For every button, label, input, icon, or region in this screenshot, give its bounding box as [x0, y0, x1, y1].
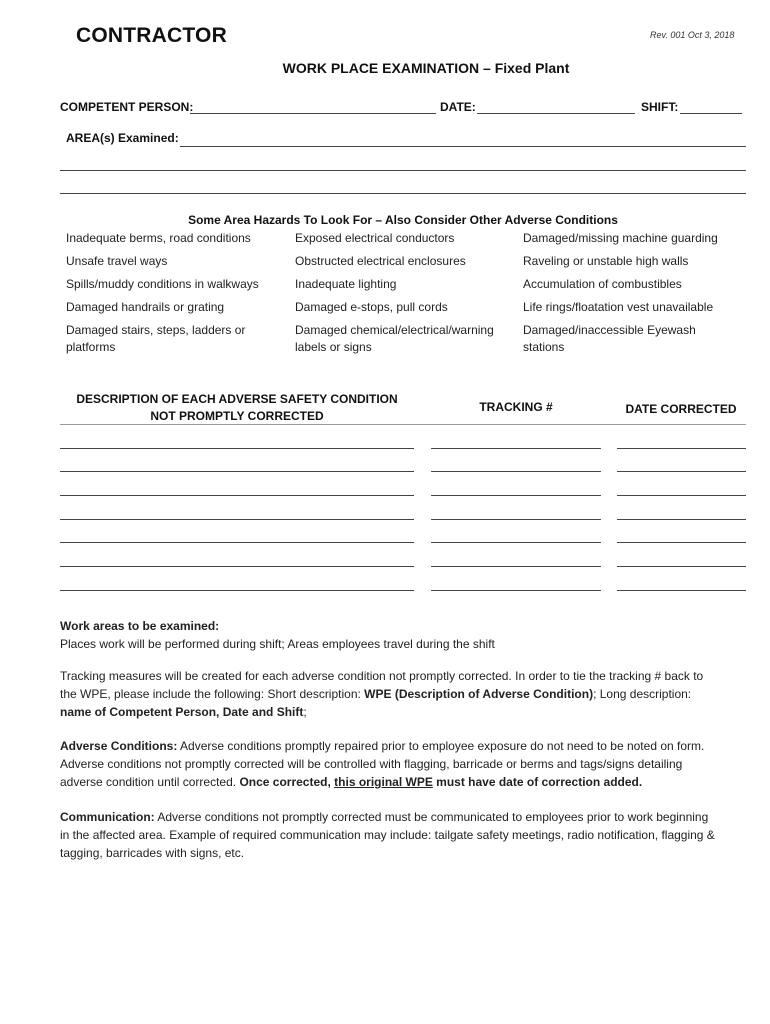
communication-section — [60, 808, 720, 862]
tracking-line[interactable] — [431, 495, 601, 496]
shift-field[interactable] — [680, 113, 742, 114]
hazard-item: Damaged chemical/electrical/warning labels or signs — [295, 323, 494, 354]
description-column-header: DESCRIPTION OF EACH ADVERSE SAFETY CONDITION NOT PROMPTLY CORRECTED — [76, 392, 398, 423]
hazard-item: Damaged/inaccessible Eyewash stations — [523, 323, 696, 354]
hazard-item: Damaged e-stops, pull cords — [295, 300, 448, 314]
work-areas-section — [60, 617, 720, 653]
shift-label: SHIFT: — [641, 100, 679, 114]
hazard-item: Unsafe travel ways — [66, 254, 168, 268]
date-corrected-line[interactable] — [617, 495, 746, 496]
adverse-conditions-section — [60, 737, 720, 791]
areas-label: AREA(s) Examined: — [66, 131, 179, 145]
date-corrected-line[interactable] — [617, 542, 746, 543]
hazard-item: Obstructed electrical enclosures — [295, 254, 466, 268]
date-corrected-line[interactable] — [617, 471, 746, 472]
description-line[interactable] — [60, 448, 414, 449]
adverse-conditions-text: Adverse conditions promptly repaired prior to employee exposure do not need to be noted on form. Adverse conditions not promptly corrected will be controlled with flagging, barricade or berms and tags/signs detailing adverse condition until corrected. — [60, 739, 705, 789]
description-line[interactable] — [60, 590, 414, 591]
hazards-title: Some Area Hazards To Look For – Also Consider Other Adverse Conditions — [188, 213, 618, 227]
areas-field-line-2[interactable] — [60, 170, 746, 171]
hazard-item: Accumulation of combustibles — [523, 277, 682, 291]
hazard-item: Exposed electrical conductors — [295, 231, 455, 245]
hazard-item: Damaged stairs, steps, ladders or platforms — [66, 323, 246, 354]
hazard-item: Inadequate berms, road conditions — [66, 231, 251, 245]
adverse-conditions-emphasis: must have date of correction added. — [432, 775, 643, 789]
hazard-item: Raveling or unstable high walls — [523, 254, 689, 268]
form-title: WORK PLACE EXAMINATION – Fixed Plant — [282, 60, 570, 76]
adverse-conditions-emphasis: Once corrected, — [239, 775, 335, 789]
tracking-line[interactable] — [431, 448, 601, 449]
tracking-text: ; — [303, 705, 307, 719]
work-areas-heading: Work areas to be examined: — [60, 619, 220, 633]
tracking-long-description: name of Competent Person, Date and Shift — [60, 705, 304, 719]
original-wpe-emphasis: this original WPE — [334, 775, 433, 789]
date-corrected-line[interactable] — [617, 448, 746, 449]
competent-person-field[interactable] — [190, 113, 436, 114]
hazard-item: Spills/muddy conditions in walkways — [66, 277, 259, 291]
description-line[interactable] — [60, 542, 414, 543]
table-header-rule — [60, 424, 746, 425]
competent-person-label: COMPETENT PERSON: — [60, 100, 194, 114]
hazard-item: Life rings/floatation vest unavailable — [523, 300, 714, 314]
tracking-text: Tracking measures will be created for each adverse condition not promptly corrected. In order to tie the tracking # back to the WPE, please include the following: Short description: — [60, 669, 704, 701]
date-corrected-column-header: DATE CORRECTED — [625, 402, 737, 416]
tracking-line[interactable] — [431, 519, 601, 520]
date-corrected-line[interactable] — [617, 590, 746, 591]
work-areas-text: Places work will be performed during shift; Areas employees travel during the shift — [60, 637, 495, 651]
tracking-section — [60, 667, 720, 721]
date-field[interactable] — [477, 113, 635, 114]
revision-label: Rev. 001 Oct 3, 2018 — [650, 30, 735, 40]
description-line[interactable] — [60, 566, 414, 567]
hazard-item: Damaged handrails or grating — [66, 300, 225, 314]
adverse-conditions-heading: Adverse Conditions: — [60, 739, 178, 753]
hazard-item: Damaged/missing machine guarding — [523, 231, 718, 245]
description-line[interactable] — [60, 519, 414, 520]
hazard-item: Inadequate lighting — [295, 277, 397, 291]
tracking-column-header: TRACKING # — [479, 400, 553, 414]
tracking-short-description: WPE (Description of Adverse Condition) — [364, 687, 594, 701]
date-corrected-line[interactable] — [617, 566, 746, 567]
date-label: DATE: — [440, 100, 476, 114]
areas-field-line-3[interactable] — [60, 193, 746, 194]
communication-text: Adverse conditions not promptly corrected must be communicated to employees prior to work beginning in the affected area. Example of required communication may include: tailgate safety meetings, radio notification, flagging & tagging, barricades with signs, etc. — [60, 810, 715, 860]
description-line[interactable] — [60, 471, 414, 472]
areas-field-line-1[interactable] — [180, 146, 746, 147]
tracking-text: ; Long description: — [593, 687, 692, 701]
date-corrected-line[interactable] — [617, 519, 746, 520]
company-name: CONTRACTOR — [76, 24, 227, 47]
tracking-line[interactable] — [431, 471, 601, 472]
description-line[interactable] — [60, 495, 414, 496]
tracking-line[interactable] — [431, 590, 601, 591]
tracking-line[interactable] — [431, 566, 601, 567]
tracking-line[interactable] — [431, 542, 601, 543]
communication-heading: Communication: — [60, 810, 155, 824]
